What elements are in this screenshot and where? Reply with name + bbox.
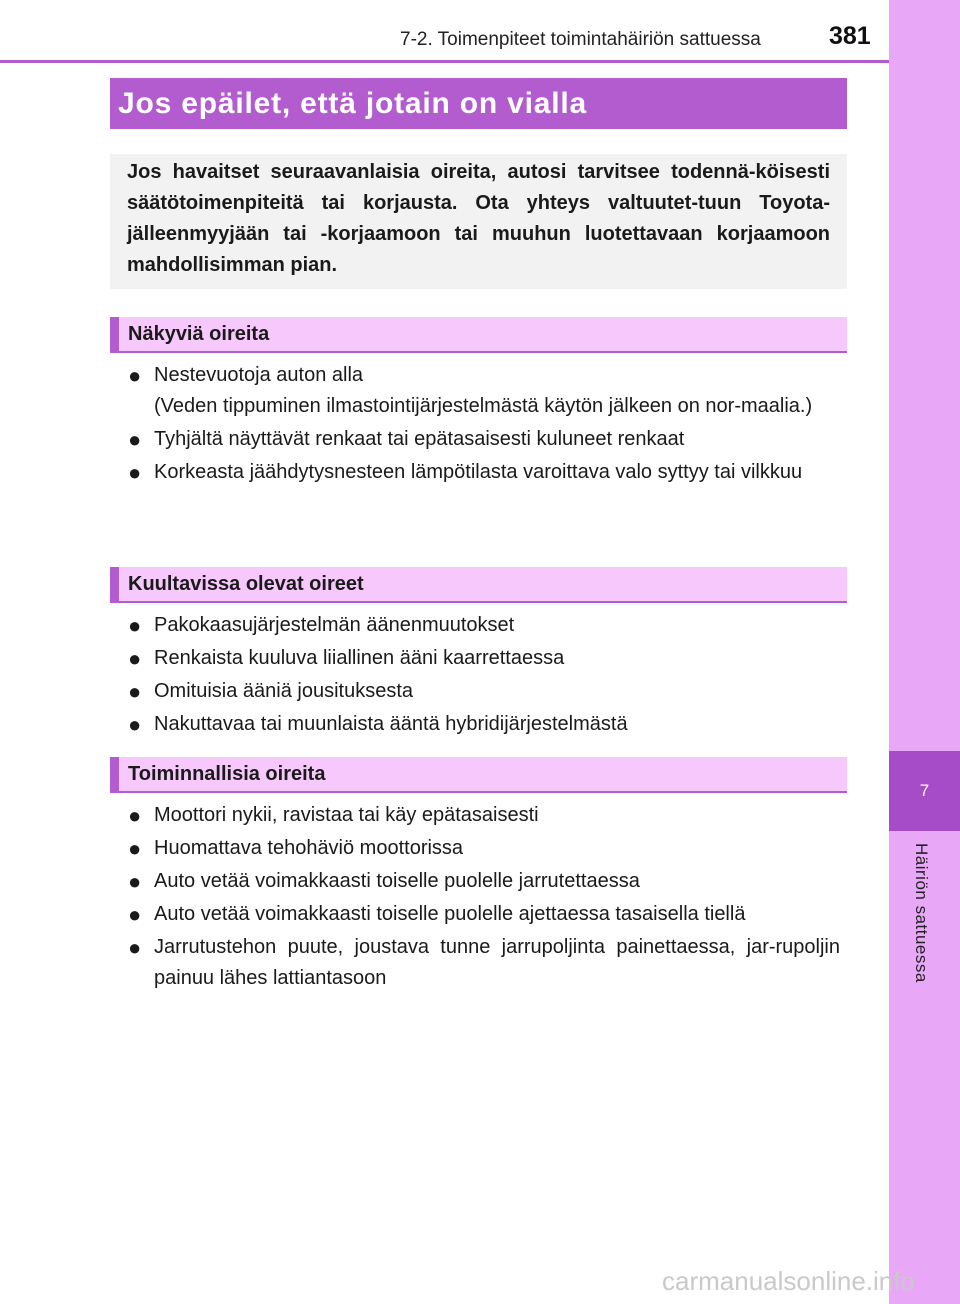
bullet-icon: ● — [128, 836, 142, 861]
list-item — [128, 866, 840, 897]
list-item — [128, 610, 840, 641]
chapter-number: 7 — [889, 751, 960, 831]
functional-symptoms-list — [128, 800, 840, 996]
list-item-text: Pakokaasujärjestelmän äänenmuutokset — [154, 614, 515, 636]
section-heading-visible-symptoms: Näkyviä oireita — [110, 317, 847, 353]
list-item-text: Moottori nykii, ravistaa tai käy epätasaisesti — [154, 804, 539, 826]
list-item-text: Nestevuotoja auton alla — [154, 364, 364, 386]
audible-symptoms-list — [128, 610, 840, 742]
section-heading-audible-symptoms: Kuultavissa olevat oireet — [110, 567, 847, 603]
header-divider — [0, 60, 889, 63]
chapter-label: Häiriön sattuessa — [912, 843, 931, 983]
watermark: carmanualsonline.info — [662, 1266, 915, 1296]
list-item — [128, 899, 840, 930]
list-item-text: Huomattava tehohäviö moottorissa — [154, 837, 464, 859]
page-number: 381 — [829, 22, 871, 50]
bullet-icon: ● — [128, 363, 142, 388]
list-item-text: Auto vetää voimakkaasti toiselle puolelle jarrutettaessa — [154, 870, 640, 892]
list-item — [128, 676, 840, 707]
list-item — [128, 833, 840, 864]
list-item — [128, 643, 840, 674]
list-item-text: Jarrutustehon puute, joustava tunne jarrupoljinta painettaessa, jar-rupoljin painuu lähes lattiantasoon — [154, 936, 840, 989]
bullet-icon: ● — [128, 460, 142, 485]
intro-notice: Jos havaitset seuraavanlaisia oireita, autosi tarvitsee todennä-köisesti säätötoimenpiteitä tai korjausta. Ota yhteys valtuutet-tuun Toyota-jälleenmyyjään tai -korjaamoon tai muuhun luotettavaan korjaamoon mahdollisimman pian. — [110, 154, 847, 289]
list-item — [128, 932, 840, 994]
list-item — [128, 800, 840, 831]
list-item — [128, 457, 840, 488]
bullet-icon: ● — [128, 935, 142, 960]
bullet-icon: ● — [128, 902, 142, 927]
list-item — [128, 360, 840, 422]
list-item — [128, 424, 840, 455]
list-item-note: (Veden tippuminen ilmastointijärjestelmästä käytön jälkeen on nor-maalia.) — [154, 395, 813, 417]
section-heading-functional-symptoms: Toiminnallisia oireita — [110, 757, 847, 793]
list-item-text: Korkeasta jäähdytysnesteen lämpötilasta varoittava valo syttyy tai vilkkuu — [154, 461, 803, 483]
bullet-icon: ● — [128, 803, 142, 828]
bullet-icon: ● — [128, 646, 142, 671]
chapter-side-tab — [889, 0, 960, 1304]
header-title: 7-2. Toimenpiteet toimintahäiriön sattuessa — [400, 29, 761, 50]
list-item — [128, 709, 840, 740]
list-item-text: Renkaista kuuluva liiallinen ääni kaarrettaessa — [154, 647, 565, 669]
page-title: Jos epäilet, että jotain on vialla — [110, 78, 847, 129]
bullet-icon: ● — [128, 679, 142, 704]
list-item-text: Nakuttavaa tai muunlaista ääntä hybridijärjestelmästä — [154, 713, 628, 735]
list-item-text: Auto vetää voimakkaasti toiselle puolelle ajettaessa tasaisella tiellä — [154, 903, 746, 925]
bullet-icon: ● — [128, 427, 142, 452]
bullet-icon: ● — [128, 869, 142, 894]
list-item-text: Tyhjältä näyttävät renkaat tai epätasaisesti kuluneet renkaat — [154, 428, 685, 450]
visible-symptoms-list — [128, 360, 840, 490]
bullet-icon: ● — [128, 613, 142, 638]
list-item-text: Omituisia ääniä jousituksesta — [154, 680, 414, 702]
bullet-icon: ● — [128, 712, 142, 737]
